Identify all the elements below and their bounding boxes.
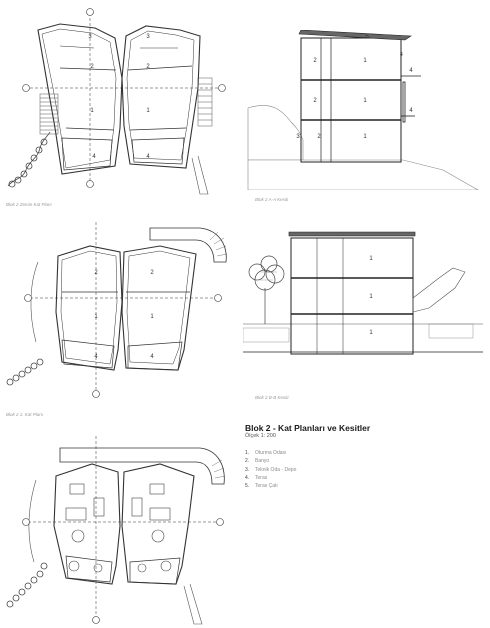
- room-label: 3: [146, 34, 150, 40]
- first-floor-plan: [0, 222, 232, 402]
- legend-item: 5. Teras Çatı: [245, 483, 278, 490]
- room-label: 1: [363, 58, 367, 64]
- room-label: 4: [150, 354, 154, 360]
- room-label: 2: [90, 64, 94, 70]
- room-label: 1: [94, 314, 98, 320]
- section-label: 4: [400, 52, 403, 58]
- room-label: 2: [313, 98, 317, 104]
- legend-item: 4. Teras: [245, 474, 268, 481]
- room-label: 2: [150, 270, 154, 276]
- room-label: 1: [90, 108, 94, 114]
- legend-item: 1. Oturma Odası: [245, 450, 287, 456]
- sheet-scale: Ölçek 1: 200: [245, 433, 276, 439]
- section-bb: [243, 228, 483, 388]
- legend-item: 2. Banyo: [245, 458, 270, 465]
- room-label: 1: [369, 256, 373, 262]
- furnished-plan: [0, 436, 232, 626]
- section-aa: [243, 30, 483, 190]
- room-label: 1: [363, 98, 367, 104]
- room-label: 1: [363, 134, 367, 140]
- room-label: 1: [150, 314, 154, 320]
- room-label: 2: [313, 58, 317, 64]
- room-label: 3: [296, 134, 300, 140]
- room-label: 4: [409, 108, 413, 114]
- room-label: 1: [146, 108, 150, 114]
- room-label: 4: [92, 154, 96, 160]
- room-label: 4: [409, 68, 413, 74]
- ground-floor-plan: [0, 8, 232, 198]
- section-bb-caption: Blok 2 B-B Kesiti: [255, 395, 289, 400]
- first-plan-caption: Blok 2 1. Kat Planı: [6, 412, 44, 417]
- room-label: 2: [317, 134, 321, 140]
- sheet-title: Blok 2 - Kat Planları ve Kesitler: [245, 423, 371, 433]
- room-legend: [245, 449, 296, 490]
- room-label: 1: [369, 294, 373, 300]
- room-label: 1: [369, 330, 373, 336]
- room-label: 5: [365, 34, 369, 40]
- room-label: 2: [146, 64, 150, 70]
- room-label: 2: [94, 270, 98, 276]
- room-label: 3: [88, 34, 92, 40]
- legend-item: 3. Teknik Oda - Depo: [245, 466, 297, 473]
- room-label: 4: [146, 154, 150, 160]
- room-label: 4: [94, 354, 98, 360]
- section-aa-caption: Blok 2 A-A Kesiti: [255, 197, 289, 202]
- ground-plan-caption: Blok 2 Zemin Kat Planı: [6, 202, 52, 207]
